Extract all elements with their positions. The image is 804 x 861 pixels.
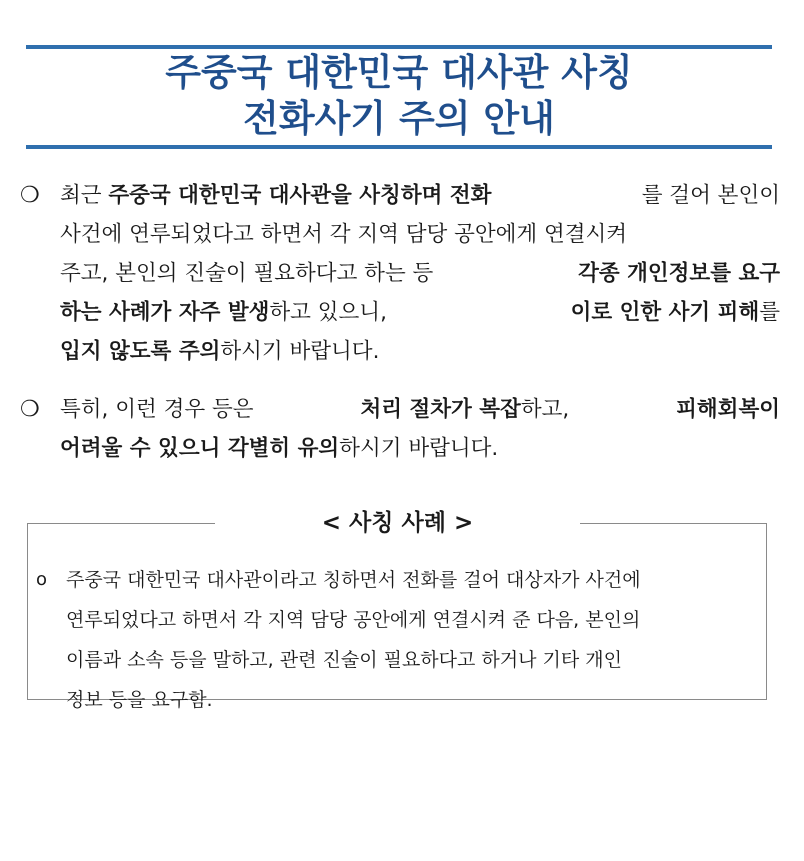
- notice1-line-5: 입지 않도록 주의 하시기 바랍니다.: [60, 339, 380, 364]
- case-box-top-border-right: [580, 523, 767, 524]
- title-top-rule: [26, 45, 772, 49]
- notice-paragraph-2: [20, 390, 780, 468]
- notice-paragraph-1: [20, 176, 780, 371]
- notice2-line-2: 어려울 수 있으니 각별히 유의 하시기 바랍니다.: [60, 436, 499, 461]
- case-line-1: 주중국 대한민국 대사관이라고 칭하면서 전화를 걸어 대상자가 사건에: [66, 569, 641, 591]
- notice2-line-1: 특히, 이런 경우 등은 처리 절차가 복잡하고, 피해회복이: [60, 397, 780, 422]
- page-title: [26, 50, 772, 142]
- circle-bullet-icon: ❍: [20, 397, 40, 422]
- case-example-text: [36, 560, 758, 720]
- case-line-3: 이름과 소속 등을 말하고, 관련 진술이 필요하다고 하거나 기타 개인: [66, 649, 622, 671]
- case-box-title: < 사칭 사례 >: [321, 510, 474, 536]
- notice1-line-3: 주고, 본인의 진술이 필요하다고 하는 등 각종 개인정보를 요구: [60, 261, 780, 286]
- case-line-4: 정보 등을 요구함.: [66, 689, 213, 711]
- title-line-1: 주중국 대한민국 대사관 사칭: [165, 51, 633, 94]
- title-bottom-rule: [26, 145, 772, 149]
- notice1-line-2: 사건에 연루되었다고 하면서 각 지역 담당 공안에게 연결시켜: [60, 222, 628, 247]
- case-box-top-border-left: [27, 523, 215, 524]
- notice1-line-1: 최근 주중국 대한민국 대사관을 사칭하며 전화 를 걸어 본인이: [60, 183, 780, 208]
- title-line-2: 전화사기 주의 안내: [243, 97, 555, 140]
- case-line-2: 연루되었다고 하면서 각 지역 담당 공안에게 연결시켜 준 다음, 본인의: [66, 609, 641, 631]
- notice1-line-4: 하는 사례가 자주 발생하고 있으니, 이로 인한 사기 피해를: [60, 300, 780, 325]
- small-circle-bullet-icon: o: [36, 569, 48, 590]
- circle-bullet-icon: ❍: [20, 183, 40, 208]
